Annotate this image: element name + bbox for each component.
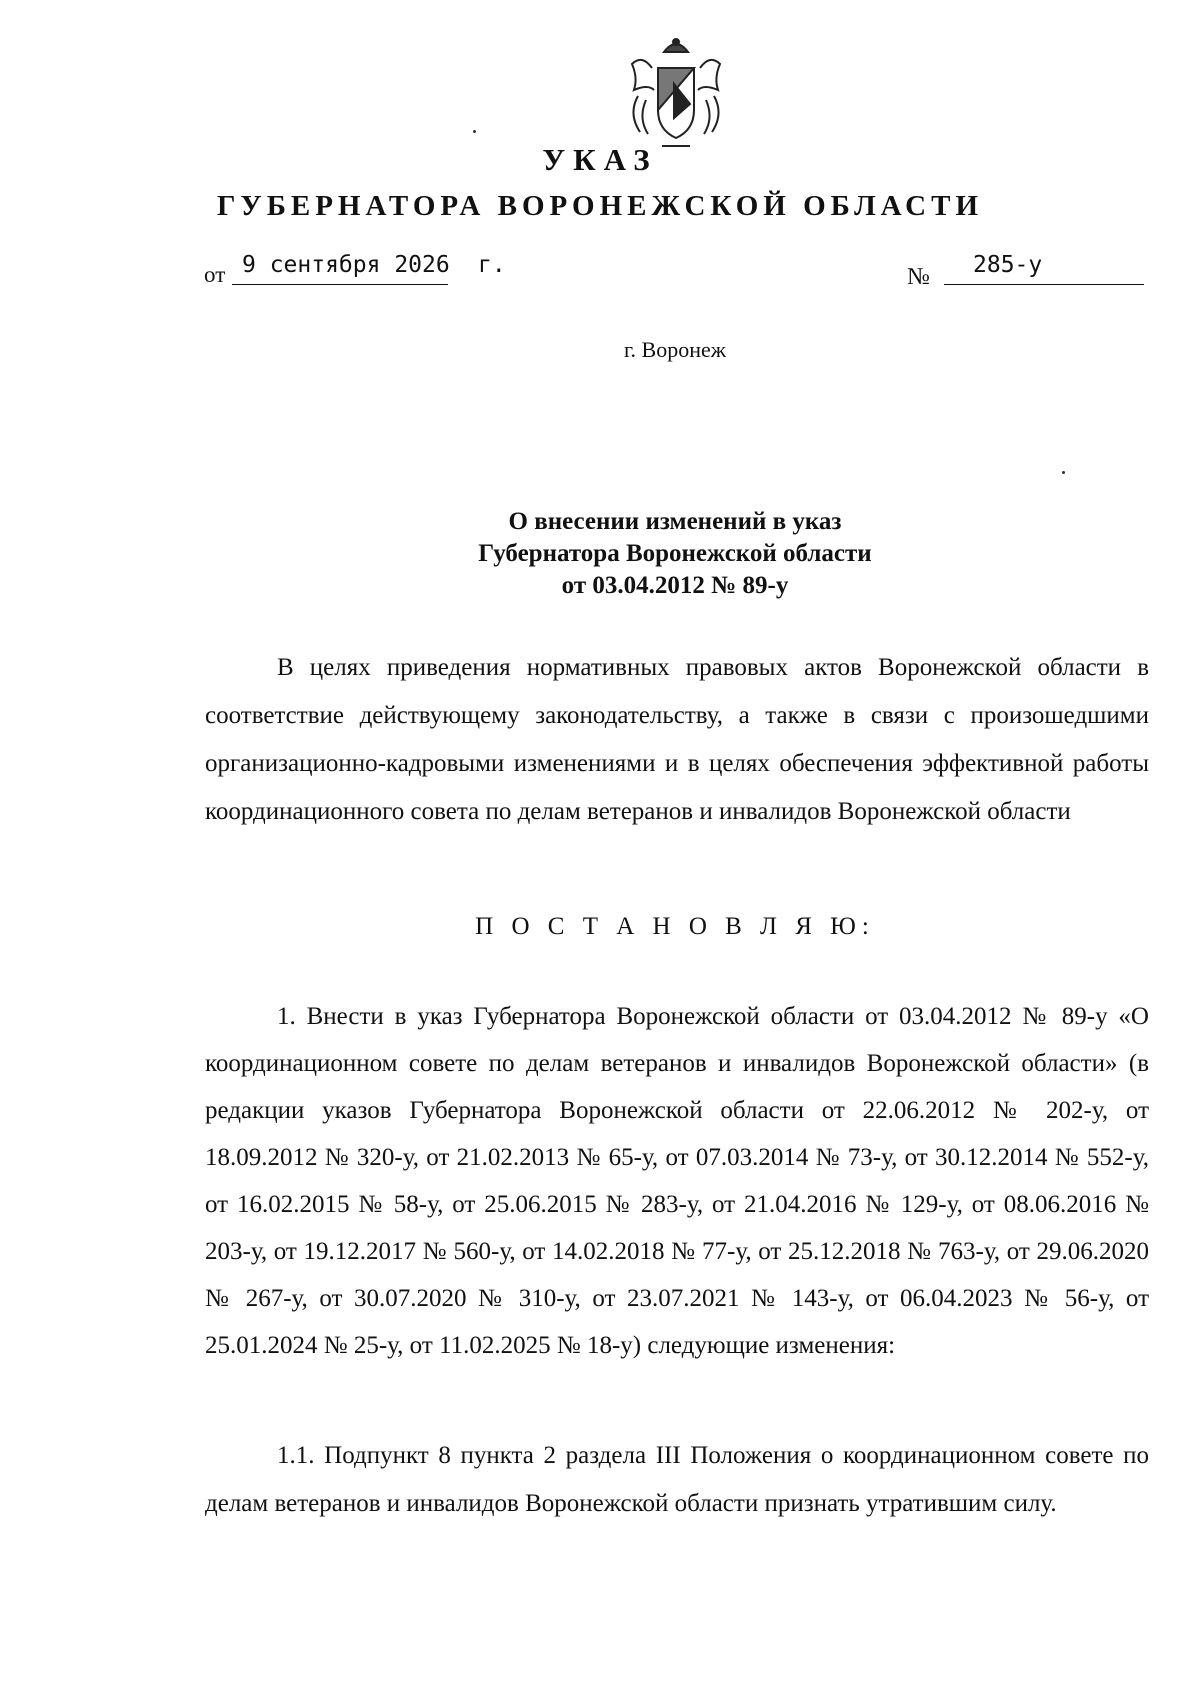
item-1-paragraph: 1. Внести в указ Губернатора Воронежской области от 03.04.2012 № 89-у «О координационном совете по делам ветеранов и инвалидов Воронежской области» (в редакции указов Губернатора Воронежской области от 22.06.2012 № 202-у, от 18.09.2012 № 320-у, от 21.02.2013 № 65-у, от 07.03.2014 № 73-у, от 30.12.2014 № 552-у, от 16.02.2015 № 58-у, от 25.06.2015 № 283-у, от 21.04.2016 № 129-у, от 08.06.2016 № 203-у, от 19.12.2017 № 560-у, от 14.02.2018 № 77-у, от 25.12.2018 № 763-у, от 29.06.2020 № 267-у, от 30.07.2020 № 310-у, от 23.07.2021 № 143-у, от 06.04.2023 № 56-у, от 25.01.2024 № 25-у, от 11.02.2025 № 18-у) следующие изменения:: [205, 1003, 1149, 1359]
item-1-1-paragraph: 1.1. Подпункт 8 пункта 2 раздела III Положения о координационном совете по делам ветеранов и инвалидов Воронежской области признать утратившим силу.: [205, 1442, 1149, 1517]
scan-mark: [473, 130, 476, 133]
heading-line: от 03.04.2012 № 89-у: [561, 572, 789, 599]
heading-line: О внесении изменений в указ: [508, 508, 842, 535]
document-date: 9 сентября 2026: [242, 252, 450, 278]
scan-mark: [1062, 471, 1065, 474]
intro-block: [205, 644, 1149, 836]
item-1-1-block: [205, 1432, 1149, 1528]
document-title: УКАЗ: [542, 142, 658, 177]
intro-paragraph: В целях приведения нормативных правовых актов Воронежской области в соответствие действующему законодательству, а также в связи с произошедшими организационно-кадровыми изменениями и в целях обеспечения эффективной работы координационного совета по делам ветеранов и инвалидов Воронежской области: [205, 654, 1149, 825]
city-label: г. Воронеж: [624, 337, 726, 362]
item-1-block: [205, 993, 1149, 1369]
coat-of-arms-icon: [624, 34, 728, 154]
date-underline: [232, 284, 448, 285]
document-heading: [0, 506, 1200, 602]
document-number: 285-у: [973, 252, 1043, 278]
decree-word: П О С Т А Н О В Л Я Ю:: [475, 913, 875, 940]
date-prefix: от: [204, 262, 226, 287]
date-suffix: г.: [478, 252, 506, 278]
heading-line: Губернатора Воронежской области: [478, 540, 872, 567]
number-underline: [944, 284, 1144, 285]
document-issuer: ГУБЕРНАТОРА ВОРОНЕЖСКОЙ ОБЛАСТИ: [216, 190, 984, 222]
number-prefix: №: [907, 264, 930, 290]
